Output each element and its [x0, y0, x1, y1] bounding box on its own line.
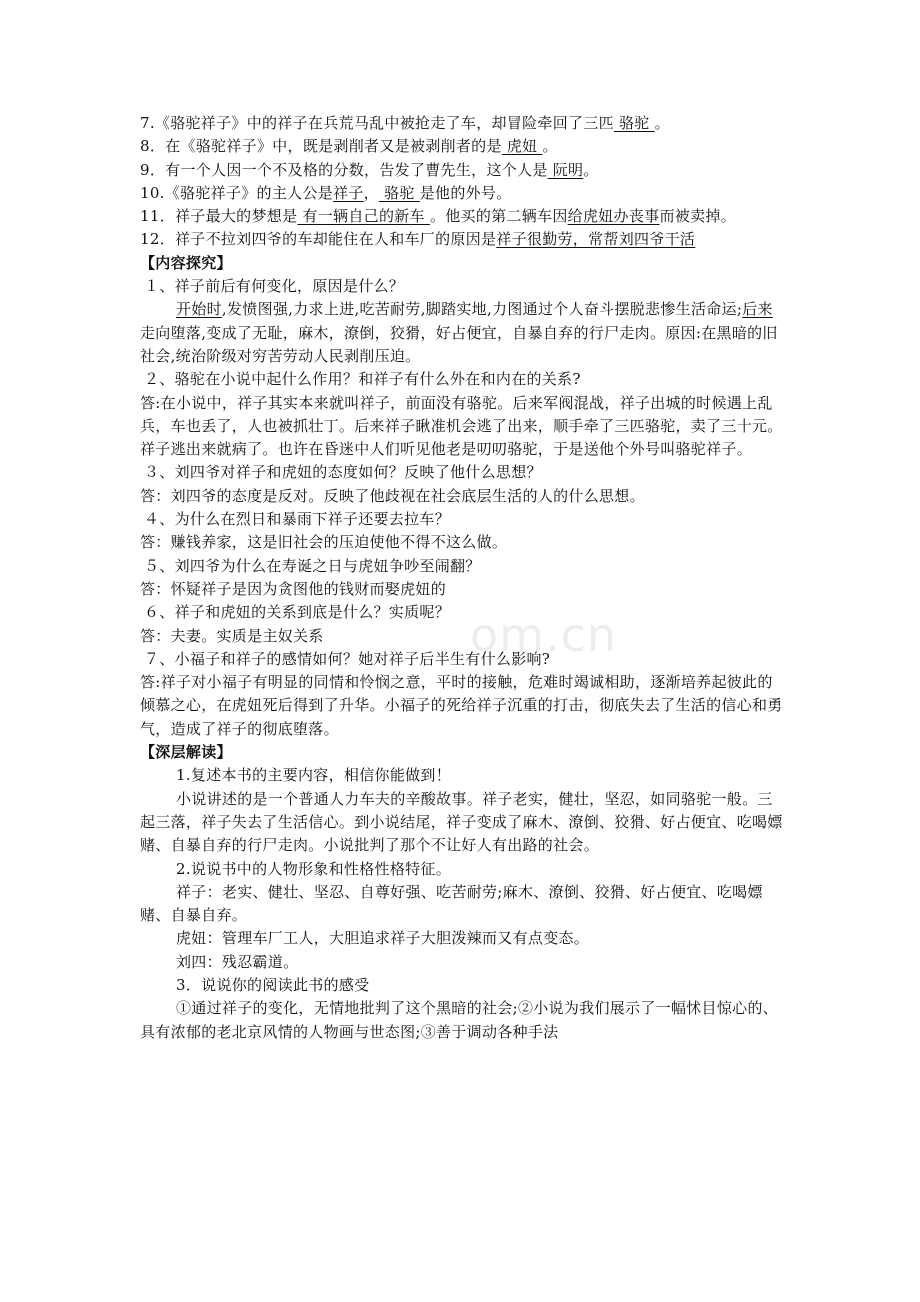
question-text: ， — [363, 183, 379, 202]
answer: 答:在小说中，祥子其实本来就叫祥子，前面没有骆驼。后来军阀混战，祥子出城的时候遇上乱兵，车也丢了，人也被抓壮丁。后来祥子瞅准机会逃了出来，顺手牵了三匹骆驼，卖了三十元。祥子逃出来就病了。也许在昏迷中人们听见他老是叨叨骆驼，于是送他个外号叫骆驼祥子。 — [140, 393, 783, 459]
answer-blank: 有一辆自己的新车 — [297, 207, 430, 226]
answer-blank: 骆驼 — [378, 183, 420, 202]
section-heading: 【内容探究】 — [140, 253, 232, 272]
answer-blank: 祥子很勤劳，常帮刘四爷干活 — [496, 230, 696, 249]
fill-q8 — [140, 135, 785, 158]
question-text: 10.《骆驼祥子》的主人公是 — [140, 183, 334, 202]
question-text: 。他买的第二辆车因 — [429, 207, 568, 226]
question-text: 9．有一个人因一个不及格的分数，告发了曹先生，这个人是 — [140, 160, 548, 179]
watermark: om.cn — [470, 608, 618, 662]
answer: 刘四：残忍霸道。 — [176, 952, 299, 971]
answer-text: 走向堕落,变成了无耻，麻木，潦倒，狡猾，好占便宜，自暴自弃的行尸走肉。原因:在黑暗的旧社会,统治阶级对穷苦劳动人民剥削压迫。 — [140, 323, 778, 365]
question-text: 12．祥子不拉刘四爷的车却能住在人和车厂的原因是 — [140, 230, 497, 249]
question: ７、小福子和祥子的感情如何？她对祥子后半生有什么影响? — [144, 649, 551, 668]
answer-emphasis: 后来 — [742, 300, 773, 319]
section-heading: 【深层解读】 — [140, 743, 232, 762]
answer: 虎妞：管理车厂工人，大胆追求祥子大胆泼辣而又有点变态。 — [176, 929, 590, 948]
question-text: 11．祥子最大的梦想是 — [140, 207, 298, 226]
answer-emphasis: 开始时 — [176, 300, 222, 319]
question-text: 。 — [654, 114, 670, 132]
question: ２、骆驼在小说中起什么作用？和祥子有什么外在和内在的关系? — [144, 370, 581, 389]
question: ４、为什么在烈日和暴雨下祥子还要去拉车？ — [144, 510, 451, 529]
question-text: 7.《骆驼祥子》中的祥子在兵荒马乱中被抢走了车，却冒险牵回了三匹 — [140, 114, 614, 132]
question: 1.复述本书的主要内容，相信你能做到！ — [176, 766, 452, 785]
answer: 答：夫妻。实质是主奴关系 — [140, 626, 324, 645]
answer: 答：赚钱养家，这是旧社会的压迫使他不得不这么做。 — [140, 533, 508, 552]
question-text: 是他的外号。 — [419, 183, 512, 202]
question-text: 8．在《骆驼祥子》中，既是剥削者又是被剥削者的是 — [140, 137, 502, 156]
question: 2.说说书中的人物形象和性格性格特征。 — [176, 859, 452, 878]
question-text: 。 — [583, 160, 599, 179]
answer-text: ,发愤图强,力求上进,吃苦耐劳,脚踏实地,力图通过个人奋斗摆脱悲惨生活命运; — [221, 300, 743, 319]
question: ６、祥子和虎妞的关系到底是什么？实质呢？ — [144, 603, 451, 622]
answer-blank: 骆驼 — [613, 114, 655, 132]
question: ５、刘四爷为什么在寿诞之日与虎妞争吵至闹翻？ — [144, 556, 481, 575]
fill-q9 — [140, 159, 785, 182]
question: 3．说说你的阅读此书的感受 — [176, 975, 370, 994]
question: ３、刘四爷对祥子和虎妞的态度如何？反映了他什么思想？ — [144, 463, 542, 482]
question-text: 而被卖掉。 — [659, 207, 736, 226]
answer: 祥子：老实、健壮、坚忍、自尊好强、吃苦耐劳;麻木、潦倒、狡猾、好占便宜、吃喝嫖赌、自暴自弃。 — [140, 882, 763, 925]
document-body — [140, 112, 785, 1044]
answer: 答：刘四爷的态度是反对。反映了他歧视在社会底层生活的人的什么思想。 — [140, 486, 645, 505]
fill-q12 — [140, 228, 785, 251]
answer-blank: 虎妞 — [501, 137, 543, 156]
fill-q11 — [140, 205, 785, 228]
question-text: 。 — [542, 137, 558, 156]
answer: 答:祥子对小福子有明显的同情和怜悯之意，平时的接触，危难时竭诚相助，逐渐培养起彼此的倾慕之心，在虎妞死后得到了升华。小福子的死给祥子沉重的打击，彻底失去了生活的信心和勇气，造成了祥子的彻底堕落。 — [140, 673, 783, 738]
answer: 答：怀疑祥子是因为贪图他的钱财而娶虎妞的 — [140, 579, 447, 598]
answer-blank: 祥子 — [333, 183, 364, 202]
answer-blank: 给虎妞办丧事 — [567, 207, 660, 226]
question: １、祥子前后有何变化，原因是什么？ — [144, 277, 405, 296]
fill-q7 — [140, 112, 785, 135]
fill-q10 — [140, 182, 785, 205]
answer-blank: 阮明 — [547, 160, 584, 179]
answer: 小说讲述的是一个普通人力车夫的辛酸故事。祥子老实，健壮，坚忍，如同骆驼一般。三起三落，祥子失去了生活信心。到小说结尾，祥子变成了麻木、潦倒、狡猾、好占便宜、吃喝嫖赌、自暴自弃的行尸走肉。小说批判了那个不让好人有出路的社会。 — [140, 789, 783, 855]
answer: ①通过祥子的变化，无情地批判了这个黑暗的社会;②小说为我们展示了一幅怵目惊心的、具有浓郁的老北京风情的人物画与世态图;③善于调动各种手法 — [140, 999, 779, 1041]
answer — [140, 298, 785, 368]
